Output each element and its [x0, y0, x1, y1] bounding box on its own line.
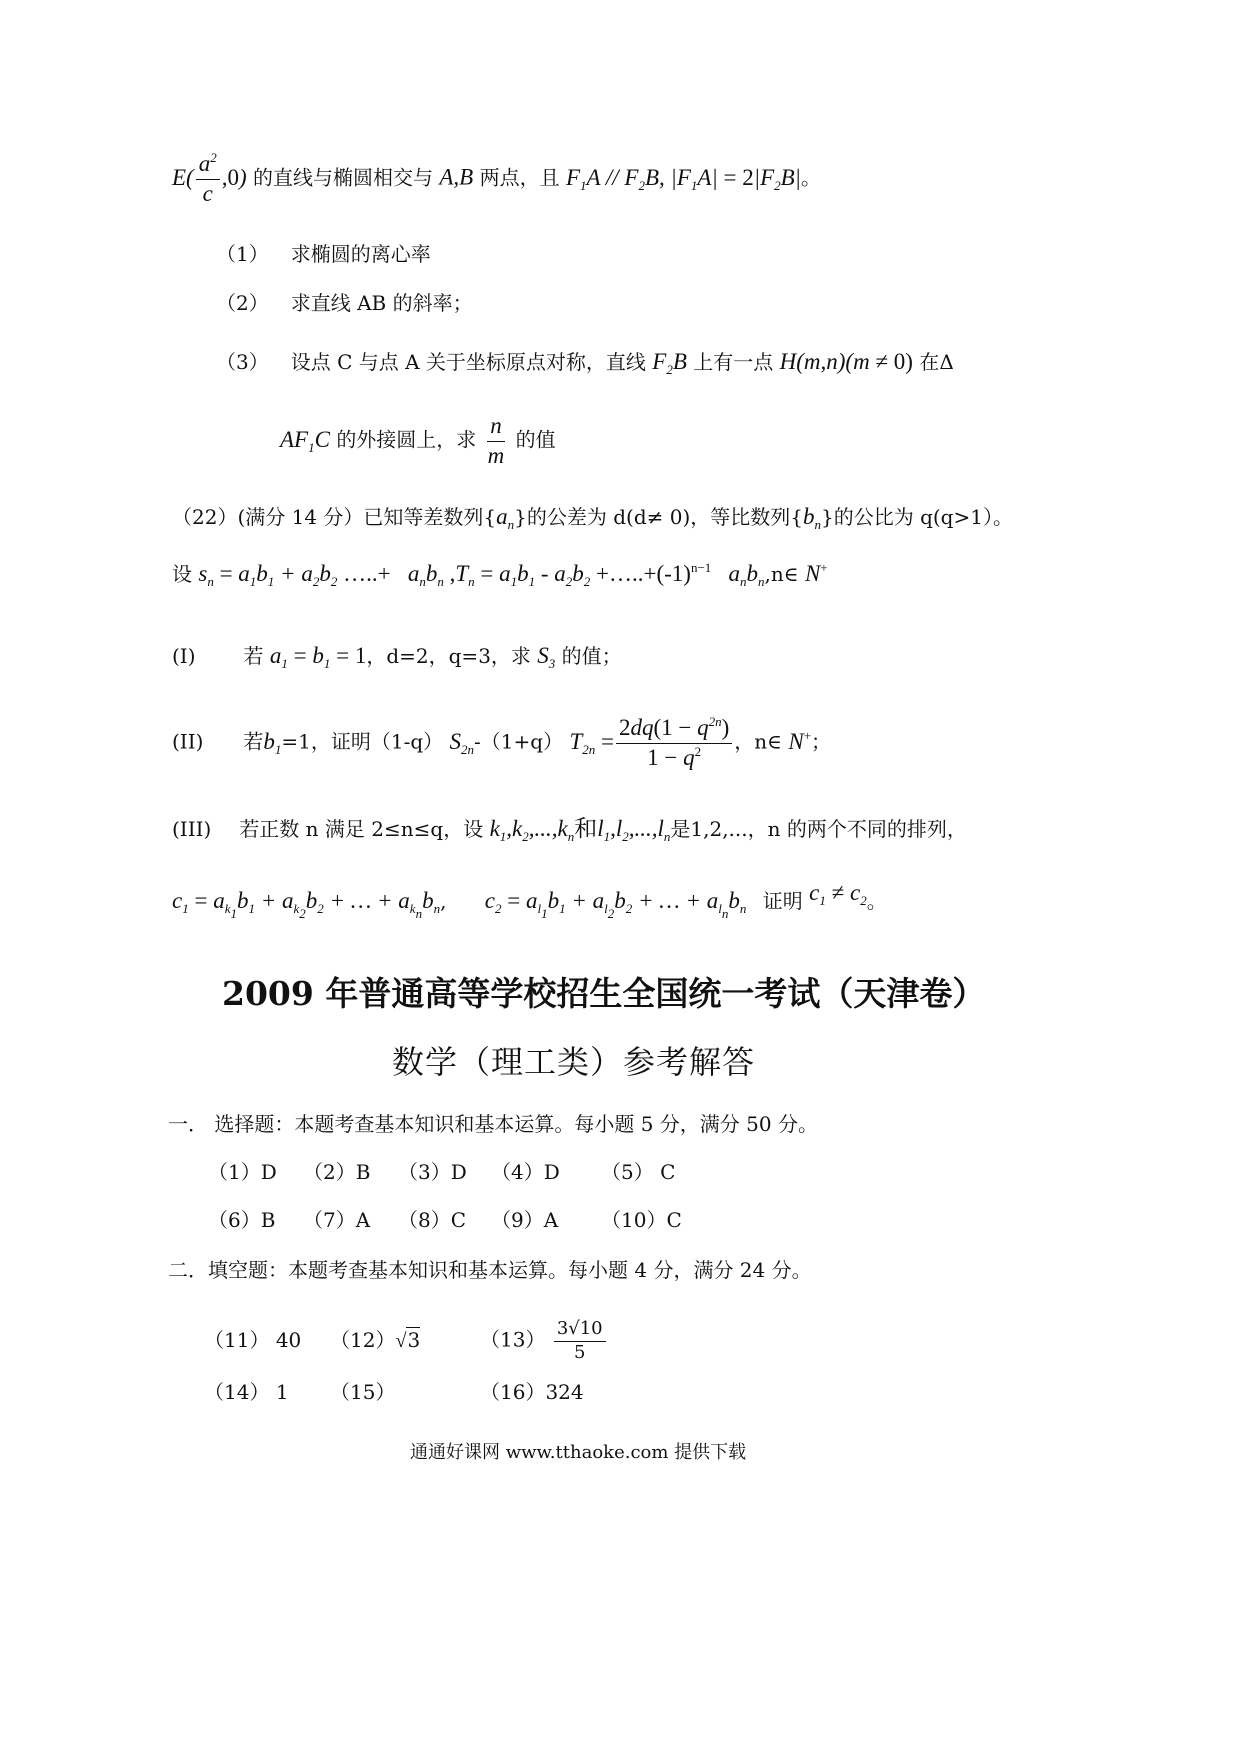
choice-answer: （4）D: [491, 1160, 560, 1184]
choice-answer: （3）D: [398, 1160, 467, 1184]
q22-def-prefix: 设: [172, 562, 192, 586]
q22-definition: [172, 560, 828, 590]
intro-points-text: 两点，且: [479, 165, 560, 190]
q21-part3-text-b: 上有一点: [693, 350, 774, 374]
formula-point-e: E( $\frac{a^2}{c}$ ,0): [172, 150, 247, 206]
formula-s3: $S_3$: [537, 643, 556, 671]
choice-answer: （5） C: [601, 1160, 676, 1184]
q22-part3: [172, 815, 967, 845]
formula-c1: $c_1 = a_{k_1}b_1 + a_{k_2}b_2$ + … + $a_{k_n}b_n$: [172, 888, 441, 921]
choice-answer: （9）A: [491, 1208, 559, 1232]
q22-def-suffix: ,n∈: [764, 562, 799, 586]
q22-part3-b: 是1,2,...，n 的两个不同的排列，: [670, 817, 967, 841]
fill-value: 40: [275, 1327, 302, 1352]
q21-part3-continuation: [280, 412, 556, 471]
formula-f2b: $F_2B$: [652, 349, 687, 377]
q22-part1-b: ，d=2，q=3，求: [366, 644, 531, 668]
formula-sn-tn: $s_n = a_1b_1 + a_2b_2$ …..+ $a_nb_n$ $,T_n = a_1b_1 - a_2b_2$ $+\dots..+(-1)^{n-1}$ $a_nb_n$: [198, 560, 765, 589]
q21-part3-text-c: 在Δ: [919, 350, 954, 374]
q22-part1-c: 的值；: [561, 644, 622, 668]
q21-part3-cont-b: 的值: [515, 427, 556, 452]
formula-bn: $b_n$: [803, 504, 821, 532]
fill-value: 1: [275, 1380, 289, 1404]
formula-n-plus-2: N+: [788, 727, 812, 754]
fill-row-2: [204, 1380, 584, 1404]
intro-line: [172, 150, 821, 209]
q22-header-b: }的公差为 d(d≠ 0)，等比数列{: [514, 505, 803, 529]
fill-label: （12）: [330, 1327, 396, 1352]
q21-part1: [216, 242, 431, 266]
fill-answer-14: [204, 1380, 330, 1404]
formula-s2n: $S_{2n}$: [449, 728, 475, 757]
section1-heading: 一． 选择题：本题考查基本知识和基本运算。每小题 5 分，满分 50 分。: [168, 1112, 818, 1136]
q21-part2-text: 求直线 AB 的斜率；: [290, 291, 473, 315]
fill-value: 324: [545, 1380, 584, 1404]
formula-t2n-fraction: $T_{2n}$ = $\frac{2dq(1 - q^{2n})}{1 - q^2}$: [569, 729, 734, 754]
choice-row-1: [208, 1160, 675, 1184]
q22-part2: [172, 714, 831, 773]
choice-answer: （10）C: [601, 1208, 682, 1232]
q21-part3-text-a: 设点 C 与点 A 关于坐标原点对称，直线: [290, 350, 646, 374]
formula-parallel-condition: $F_1A // F_2B$, $|F_1A| = 2|F_2B|$: [565, 164, 801, 193]
fill-label: （14）: [204, 1380, 270, 1404]
q21-part3: [216, 348, 954, 378]
choice-answer: （7）A: [303, 1208, 371, 1232]
q22-part1-a: 若: [243, 644, 264, 668]
q21-part1-label: （1）: [216, 242, 269, 266]
section2-heading: 二．填空题：本题考查基本知识和基本运算。每小题 4 分，满分 24 分。: [168, 1258, 812, 1282]
fill-label: （11）: [204, 1327, 270, 1352]
q22-part2-a: 若: [243, 729, 264, 754]
formula-n-plus: N+: [804, 560, 828, 586]
formula-c2: $c_2 = a_{l_1}b_1 + a_{l_2}b_2$ + … + $a_{l_n}b_n$: [484, 888, 747, 921]
formula-n-over-m: $\frac{n}{m}$: [487, 413, 505, 468]
formula-c1-ne-c2: $c_1 \ne c_2$: [809, 880, 867, 908]
intro-prefix-text: 的直线与椭圆相交与: [253, 165, 433, 190]
q21-part2-label: （2）: [216, 291, 269, 315]
q22-header-c: }的公比为 q(q>1）。: [821, 505, 1013, 529]
choice-answer: （1）D: [208, 1160, 277, 1184]
q22-end-text: 。: [866, 889, 887, 913]
formula-b1: $b_1$: [263, 728, 282, 757]
fill-fraction-num: 3√10: [554, 1318, 606, 1342]
fill-label: （13）: [480, 1327, 546, 1352]
fill-answer-12: （12）√3: [330, 1327, 421, 1352]
q22-part2-e: ；: [811, 729, 832, 754]
formula-point-h: H(m,n)(m ≠ 0): [779, 349, 913, 374]
fill-answer-15: [330, 1380, 480, 1404]
q22-c-definition: $c_1 = a_{k_1}b_1 + a_{k_2}b_2$ + … + $a_{k_n}b_n$, $c_2 = a_{l_1}b_1 + a_{l_2}b_2$ + … + $a_{l_n}b_n$ 证明 $c_1 \ne c_2$。: [172, 880, 887, 921]
q22-part3-label: (III): [172, 817, 212, 841]
fill-value: 3: [407, 1327, 421, 1352]
formula-a-b: A,B: [439, 164, 474, 190]
q22-part2-d: ，n∈: [734, 729, 782, 754]
q21-part3-cont-a: 的外接圆上，求: [336, 427, 477, 452]
q22-part2-b: =1，证明（1-q）: [281, 729, 444, 754]
q22-part1-label: (I): [172, 644, 196, 668]
formula-an: $a_n$: [496, 504, 515, 532]
formula-af1c: $AF_1C$: [280, 426, 330, 455]
q22-header-a: （22）(满分 14 分）已知等差数列{: [172, 505, 497, 529]
fill-label: （15）: [330, 1380, 396, 1404]
fill-label: （16）: [480, 1380, 546, 1404]
fill-row-1: [204, 1318, 608, 1364]
choice-answer: （8）C: [398, 1208, 467, 1232]
q22-part1: [172, 642, 622, 672]
page-footer: 通通好课网 www.tthaoke.com 提供下载: [410, 1442, 747, 1463]
intro-end-text: 。: [801, 165, 821, 190]
answers-subtitle: 数学（理工类）参考解答: [392, 1043, 756, 1081]
formula-a1-b1: $a_1 = b_1 = 1$: [269, 643, 367, 671]
q21-part2: [216, 291, 473, 315]
q21-part1-text: 求椭圆的离心率: [290, 242, 431, 266]
choice-answer: （2）B: [303, 1160, 371, 1184]
q22-part3-a: 若正数 n 满足 2≤n≤q，设: [239, 817, 484, 841]
q22-header: [172, 503, 1013, 533]
fill-fraction: [554, 1318, 606, 1364]
fill-answer-16: [480, 1380, 584, 1404]
choice-row-2: [208, 1208, 682, 1232]
choice-answer: （6）B: [208, 1208, 276, 1232]
answers-title: 2009 年普通高等学校招生全国统一考试（天津卷）: [222, 974, 986, 1013]
fill-answer-11: [204, 1328, 330, 1352]
q22-part2-c: -（1+q）: [474, 729, 564, 754]
fill-answer-13: [480, 1318, 608, 1364]
q21-part3-label: （3）: [216, 350, 269, 374]
q22-part2-label: (II): [172, 729, 204, 754]
q22-prove-text: 证明: [762, 889, 803, 913]
formula-permutations: $k_1,k_2,...,k_n$和$l_1,l_2,...,l_n$: [489, 816, 671, 844]
fill-fraction-den: 5: [574, 1341, 586, 1363]
